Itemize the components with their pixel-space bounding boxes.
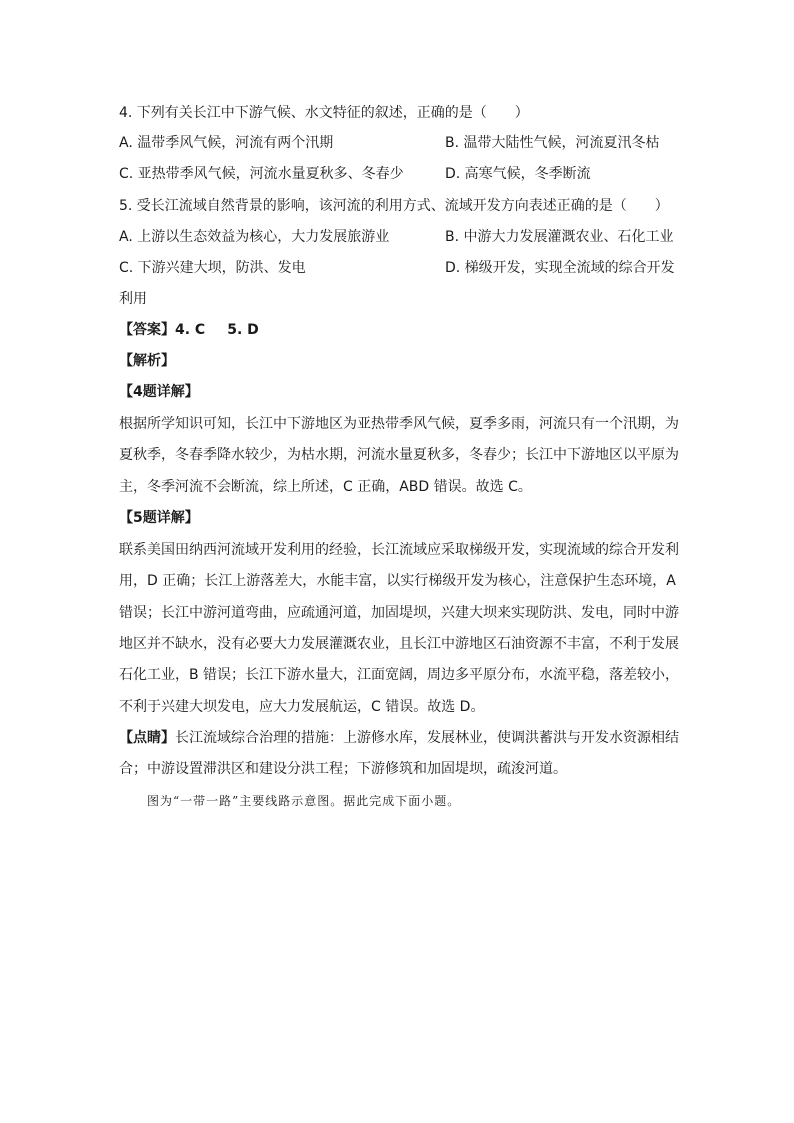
q5-stem: 5. 受长江流域自然背景的影响，该河流的利用方式、流域开发方向表述正确的是（ ） bbox=[119, 198, 669, 214]
q4-option-c: C. 亚热带季风气候，河流水量夏秋多、冬春少 bbox=[119, 166, 404, 182]
tip-label: 【点睛】 bbox=[119, 730, 175, 746]
q4-option-a: A. 温带季风气候，河流有两个汛期 bbox=[119, 135, 334, 151]
analysis-label: 【解析】 bbox=[119, 353, 175, 369]
q5-option-d: D. 梯级开发，实现全流域的综合开发 bbox=[445, 260, 675, 276]
detail-5-line: 不利于兴建大坝发电，应大力发展航运，C 错误。故选 D。 bbox=[119, 699, 485, 715]
detail-5-line: 联系美国田纳西河流域开发利用的经验，长江流域应采取梯级开发，实现流域的综合开发利 bbox=[119, 542, 679, 558]
detail-5-line: 错误；长江中游河道弯曲，应疏通河道，加固堤坝，兴建大坝来实现防洪、发电，同时中游 bbox=[119, 605, 679, 621]
detail-5-label: 【5题详解】 bbox=[119, 510, 199, 526]
detail-4-label: 【4题详解】 bbox=[119, 384, 199, 400]
answer-line bbox=[119, 320, 259, 340]
answer-4: 4. C bbox=[175, 322, 206, 338]
detail-4-line: 主，冬季河流不会断流，综上所述，C 正确，ABD 错误。故选 C。 bbox=[119, 479, 532, 495]
tip-line-2: 合；中游设置滞洪区和建设分洪工程；下游修筑和加固堤坝，疏浚河道。 bbox=[119, 761, 567, 777]
q5-option-c: C. 下游兴建大坝，防洪、发电 bbox=[119, 260, 306, 276]
tip-text: 长江流域综合治理的措施：上游修水库，发展林业，使调洪蓄洪与开发水资源相结 bbox=[175, 730, 679, 746]
q5-option-b: B. 中游大力发展灌溉农业、石化工业 bbox=[445, 229, 674, 245]
next-question-intro: 图为“一带一路”主要线路示意图。据此完成下面小题。 bbox=[147, 794, 461, 808]
detail-5-line: 石化工业，B 错误；长江下游水量大，江面宽阔，周边多平原分布，水流平稳，落差较小， bbox=[119, 667, 680, 683]
answer-5: 5. D bbox=[227, 322, 259, 338]
detail-5-line: 地区并不缺水，没有必要大力发展灌溉农业，且长江中游地区石油资源不丰富，不利于发展 bbox=[119, 636, 679, 652]
answer-label: 【答案】 bbox=[119, 322, 175, 338]
q5-option-a: A. 上游以生态效益为核心，大力发展旅游业 bbox=[119, 229, 390, 245]
q4-stem: 4. 下列有关长江中下游气候、水文特征的叙述，正确的是（ ） bbox=[119, 105, 529, 121]
tip-line bbox=[119, 728, 679, 748]
q4-option-b: B. 温带大陆性气候，河流夏汛冬枯 bbox=[445, 135, 660, 151]
q4-option-d: D. 高寒气候，冬季断流 bbox=[445, 166, 591, 182]
detail-4-line: 夏秋季，冬春季降水较少，为枯水期，河流水量夏秋多，冬春少；长江中下游地区以平原为 bbox=[119, 447, 679, 463]
detail-4-line: 根据所学知识可知，长江中下游地区为亚热带季风气候，夏季多雨，河流只有一个汛期，为 bbox=[119, 416, 679, 432]
detail-5-line: 用，D 正确；长江上游落差大，水能丰富，以实行梯级开发为核心，注意保护生态环境，A bbox=[119, 573, 676, 589]
q5-option-d-continued: 利用 bbox=[119, 291, 147, 307]
